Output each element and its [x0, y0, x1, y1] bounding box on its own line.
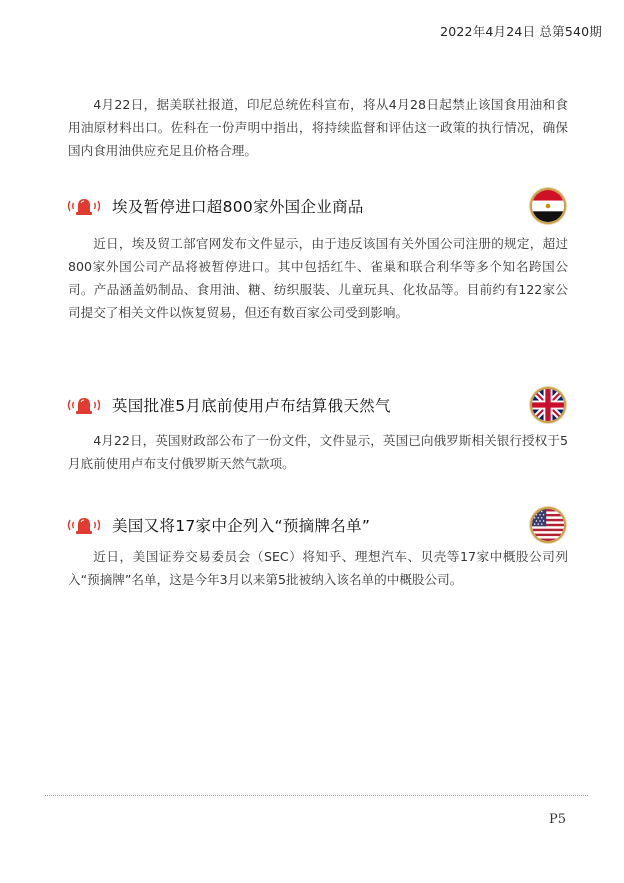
page-number: P5 — [548, 812, 566, 827]
egypt-flag-icon — [530, 188, 566, 224]
section-heading: 美国又将17家中企列入“预摘牌名单” — [112, 517, 371, 535]
alarm-bell-icon — [66, 394, 102, 416]
section-heading-row — [66, 186, 566, 226]
footer-divider — [45, 795, 588, 796]
article-paragraph: 4月22日，英国财政部公布了一份文件，文件显示，英国已向俄罗斯相关银行授权于5月底前使用卢布支付俄罗斯天然气款项。 — [68, 433, 568, 471]
usa-flag-icon — [530, 507, 566, 543]
article-paragraph: 近日，美国证券交易委员会（SEC）将知乎、理想汽车、贝壳等17家中概股公司列入“预摘牌”名单，这是今年3月以来第5批被纳入该名单的中概股公司。 — [68, 549, 568, 587]
section-heading-row — [66, 505, 566, 545]
alarm-bell-icon — [66, 195, 102, 217]
article-paragraph: 近日，埃及贸工部官网发布文件显示，由于违反该国有关外国公司注册的规定，超过800家外国公司产品将被暂停进口。其中包括红牛、雀巢和联合利华等多个知名跨国公司。产品涵盖奶制品、食用油、糖、纺织服装、儿童玩具、化妆品等。目前约有122家公司提交了相关文件以恢复贸易，但还有数百家公司受到影响。 — [68, 236, 568, 320]
section-heading: 埃及暂停进口超800家外国企业商品 — [112, 198, 364, 216]
issue-date-header: 2022年4月24日 总第540期 — [440, 24, 602, 39]
section-heading-row — [66, 385, 566, 425]
uk-flag-icon — [530, 387, 566, 423]
article-paragraph: 4月22日，据美联社报道，印尼总统佐科宣布，将从4月28日起禁止该国食用油和食用油原材料出口。佐科在一份声明中指出，将持续监督和评估这一政策的执行情况，确保国内食用油供应充足且价格合理。 — [68, 97, 568, 158]
section-heading: 英国批准5月底前使用卢布结算俄天然气 — [112, 397, 391, 415]
alarm-bell-icon — [66, 514, 102, 536]
